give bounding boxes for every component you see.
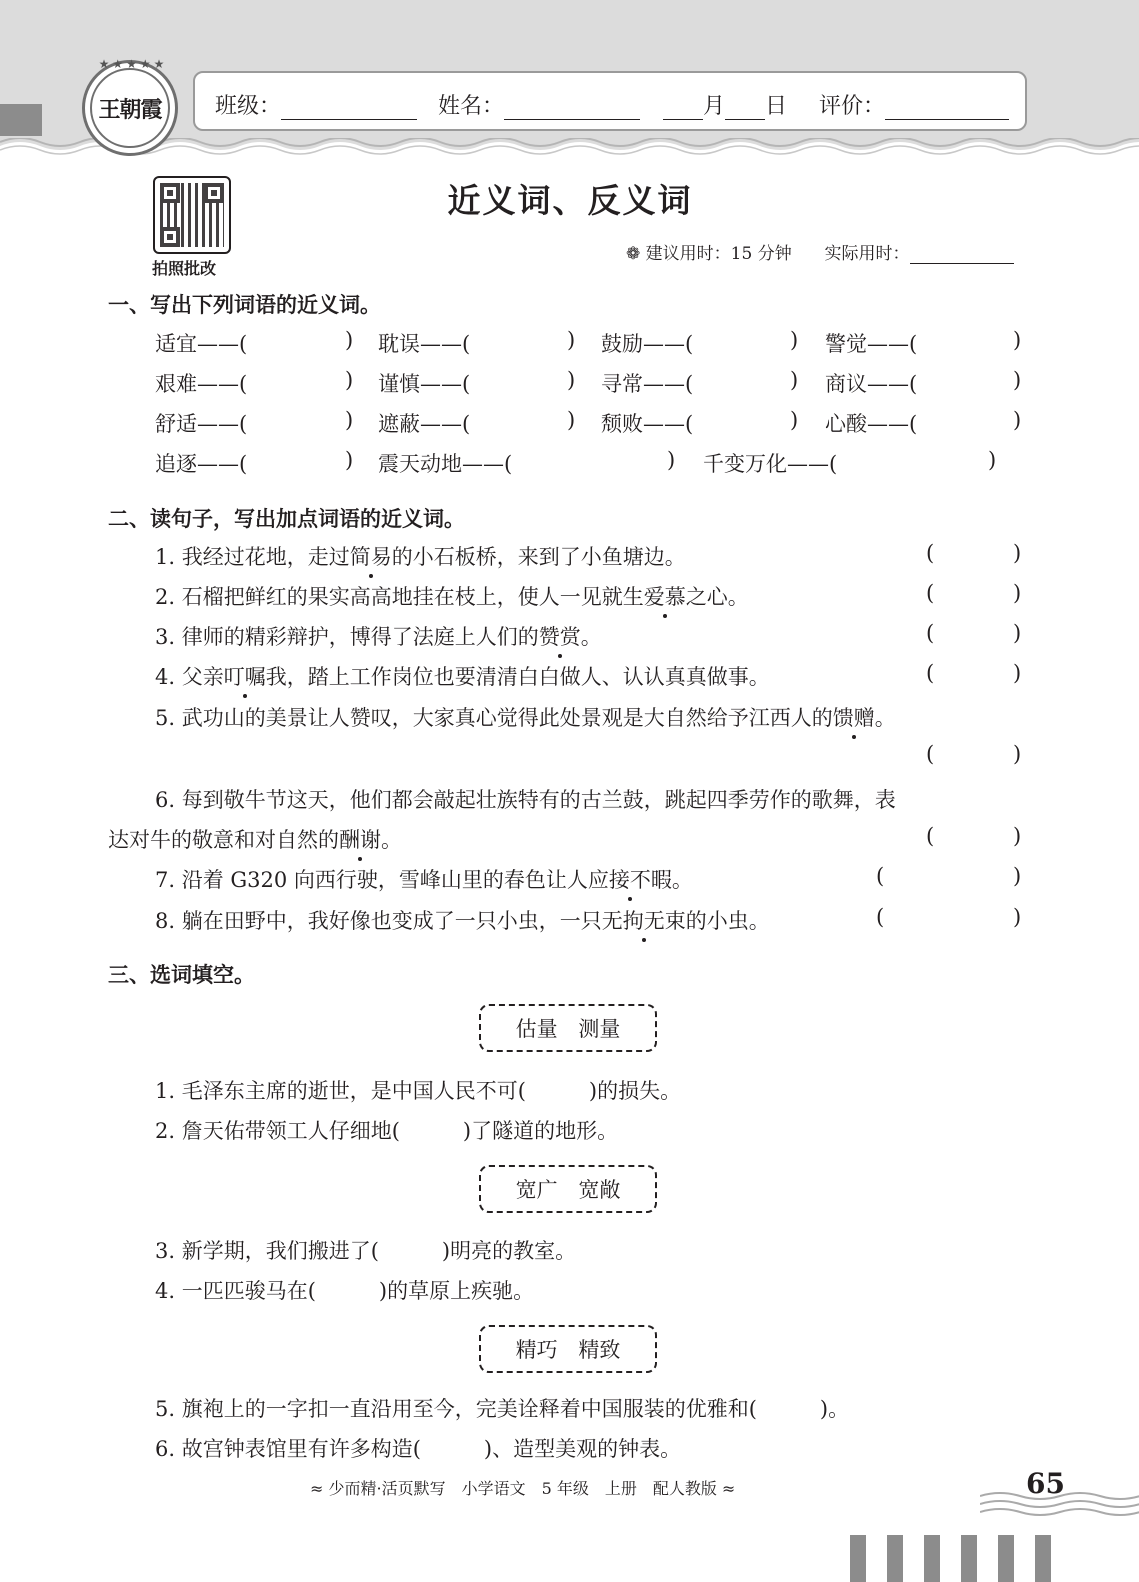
synonym-item: 颓败——( xyxy=(601,412,694,436)
name-blank[interactable] xyxy=(504,96,640,120)
footer-bar xyxy=(961,1535,977,1582)
footer-bar xyxy=(887,1535,903,1582)
student-info-box xyxy=(193,71,1027,131)
rating-blank[interactable] xyxy=(885,96,1009,120)
month-blank[interactable] xyxy=(663,96,703,120)
header-wave-decoration xyxy=(0,138,1139,172)
section2-heading: 二、读句子，写出加点词语的近义词。 xyxy=(108,507,465,531)
fill-question-3: 3. 新学期，我们搬进了( )明亮的教室。 xyxy=(155,1239,577,1263)
qr-code-icon[interactable] xyxy=(153,176,231,254)
fill-question-4: 4. 一匹匹骏马在( )的草原上疾驰。 xyxy=(155,1279,535,1303)
synonym-item: 心酸——( xyxy=(825,412,918,436)
synonym-item: 艰难——( xyxy=(155,372,248,396)
synonym-item: 鼓励——( xyxy=(601,332,694,356)
footer-bar xyxy=(1035,1535,1051,1582)
sentence-5: 5. 武功山的美景让人赞叹，大家真心觉得此处景观是大自然给予江西人的馈赠。 xyxy=(155,702,896,732)
sentence-2: 2. 石榴把鲜红的果实高高地挂在枝上，使人一见就生爱慕之心。 xyxy=(155,581,749,611)
star-icon-row: ★★★★★ xyxy=(98,57,168,71)
sentence-4: 4. 父亲叮嘱我，踏上工作岗位也要清清白白做人、认认真真做事。 xyxy=(155,661,770,691)
fill-question-6: 6. 故宫钟表馆里有许多构造( )、造型美观的钟表。 xyxy=(155,1437,682,1461)
synonym-item: 震天动地——( xyxy=(378,452,513,476)
word-choice-box: 估量 测量 xyxy=(479,1004,657,1052)
synonym-item: 警觉——( xyxy=(825,332,918,356)
footer-bar xyxy=(850,1535,866,1582)
class-field[interactable]: 班级： xyxy=(215,89,417,120)
side-tab-marker xyxy=(0,104,42,136)
section1-heading: 一、写出下列词语的近义词。 xyxy=(108,293,381,317)
synonym-item: 千变万化——( xyxy=(703,452,838,476)
sentence-7: 7. 沿着 G320 向西行驶，雪峰山里的春色让人应接不暇。 xyxy=(155,864,693,894)
synonym-item: 追逐——( xyxy=(155,452,248,476)
sentence-8: 8. 躺在田野中，我好像也变成了一只小虫，一只无拘无束的小虫。 xyxy=(155,905,770,935)
sentence-1: 1. 我经过花地，走过简易的小石板桥，来到了小鱼塘边。 xyxy=(155,541,686,571)
name-field[interactable]: 姓名： xyxy=(438,89,640,120)
brand-logo xyxy=(82,57,178,156)
synonym-item: 适宜——( xyxy=(155,332,248,356)
fill-question-2: 2. 詹天佑带领工人仔细地( )了隧道的地形。 xyxy=(155,1119,619,1143)
synonym-item: 遮蔽——( xyxy=(378,412,471,436)
qr-caption: 拍照批改 xyxy=(152,259,217,278)
footer-text: ≈ 少而精·活页默写 小学语文 5 年级 上册 配人教版 ≈ xyxy=(310,1479,736,1498)
synonym-item: 商议——( xyxy=(825,372,918,396)
class-blank[interactable] xyxy=(281,96,417,120)
footer-bar xyxy=(998,1535,1014,1582)
rating-field[interactable]: 评价： xyxy=(819,89,1009,120)
synonym-item: 耽误——( xyxy=(378,332,471,356)
actual-time-blank[interactable] xyxy=(910,246,1014,264)
footer-bar xyxy=(924,1535,940,1582)
word-choice-box: 精巧 精致 xyxy=(479,1325,657,1373)
fill-question-1: 1. 毛泽东主席的逝世，是中国人民不可( )的损失。 xyxy=(155,1079,682,1103)
day-blank[interactable] xyxy=(725,96,765,120)
synonym-item: 舒适——( xyxy=(155,412,248,436)
sentence-6: 达对牛的敬意和对自然的酬谢。 xyxy=(108,824,402,854)
fill-question-5: 5. 旗袍上的一字扣一直沿用至今，完美诠释着中国服装的优雅和( )。 xyxy=(155,1397,850,1421)
page-title: 近义词、反义词 xyxy=(447,181,693,220)
section3-heading: 三、选词填空。 xyxy=(108,963,255,987)
synonym-item: 谨慎——( xyxy=(378,372,471,396)
date-field[interactable]: 月 日 xyxy=(663,89,787,120)
clock-icon: ❁ xyxy=(626,244,641,264)
word-choice-box: 宽广 宽敞 xyxy=(479,1165,657,1213)
synonym-item: 寻常——( xyxy=(601,372,694,396)
logo-text: 王朝霞 xyxy=(98,96,162,123)
sentence-3: 3. 律师的精彩辩护，博得了法庭上人们的赞赏。 xyxy=(155,621,602,651)
sentence-6-line1: 6. 每到敬牛节这天，他们都会敲起壮族特有的古兰鼓，跳起四季劳作的歌舞，表 xyxy=(155,788,896,812)
page-number: 65 xyxy=(1026,1467,1065,1500)
footer-wave-decoration xyxy=(980,1490,1139,1520)
time-info: ❁ 建议用时：15 分钟 实际用时： xyxy=(626,239,1014,264)
